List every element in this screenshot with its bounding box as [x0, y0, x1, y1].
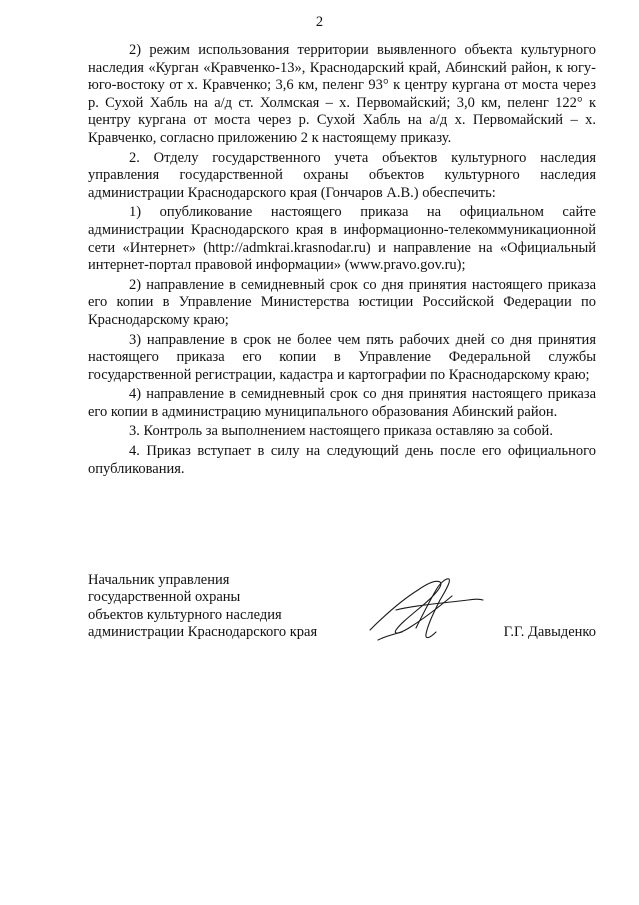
page-number: 2	[315, 14, 324, 30]
paragraph-subitem-3: 3) направление в срок не более чем пять рабочих дней со дня принятия настоящего приказа его копии в Управление Федеральной службы государственной регистрации, кадастра и картографии по Краснодарскому краю;	[88, 331, 596, 383]
paragraph-point-4: 4. Приказ вступает в силу на следующий день после его официального опубликования.	[88, 443, 596, 477]
paragraph-subitem-4: 4) направление в семидневный срок со дня принятия настоящего приказа его копии в администрацию муниципального образования Абинский район.	[88, 386, 596, 420]
signatory-position	[88, 572, 317, 642]
paragraph-point-2: 2. Отделу государственного учета объектов культурного наследия управления государственной охраны объектов культурного наследия администрации Краснодарского края (Гончаров А.В.) обеспечить:	[88, 149, 596, 201]
signatory-name: Г.Г. Давыденко	[503, 624, 596, 640]
paragraph-item-2-regime: 2) режим использования территории выявленного объекта культурного наследия «Курган «Кравченко-13», Краснодарский край, Абинский район, к югу-юго-востоку от х. Кравченко; 3,6 км, пеленг 93° к центру кургана от моста через р. Сухой Хабль на а/д ст. Холмская – х. Первомайский; 3,0 км, пеленг 122° к центру кургана от моста через р. Сухой Хабль на а/д х. Первомайский – х. Кравченко, согласно приложению 2 к настоящему приказу.	[88, 42, 596, 146]
signature-block	[88, 572, 596, 652]
position-line: государственной охраны	[88, 589, 241, 606]
paragraph-point-3: 3. Контроль за выполнением настоящего приказа оставляю за собой.	[129, 423, 553, 440]
position-line: объектов культурного наследия	[88, 606, 282, 623]
document-body	[88, 42, 596, 480]
position-line: администрации Краснодарского края	[88, 624, 318, 641]
position-line: Начальник управления	[88, 572, 230, 588]
paragraph-subitem-2: 2) направление в семидневный срок со дня принятия настоящего приказа его копии в Управление Министерства юстиции Российской Федерации по Краснодарскому краю;	[88, 276, 596, 328]
handwritten-signature	[356, 570, 486, 648]
paragraph-subitem-1: 1) опубликование настоящего приказа на официальном сайте администрации Краснодарского края в информационно-телекоммуникационной сети «Интернет» (http://admkrai.krasnodar.ru) и направление на «Официальный интернет-портал правовой информации» (www.pravo.gov.ru);	[88, 204, 596, 274]
